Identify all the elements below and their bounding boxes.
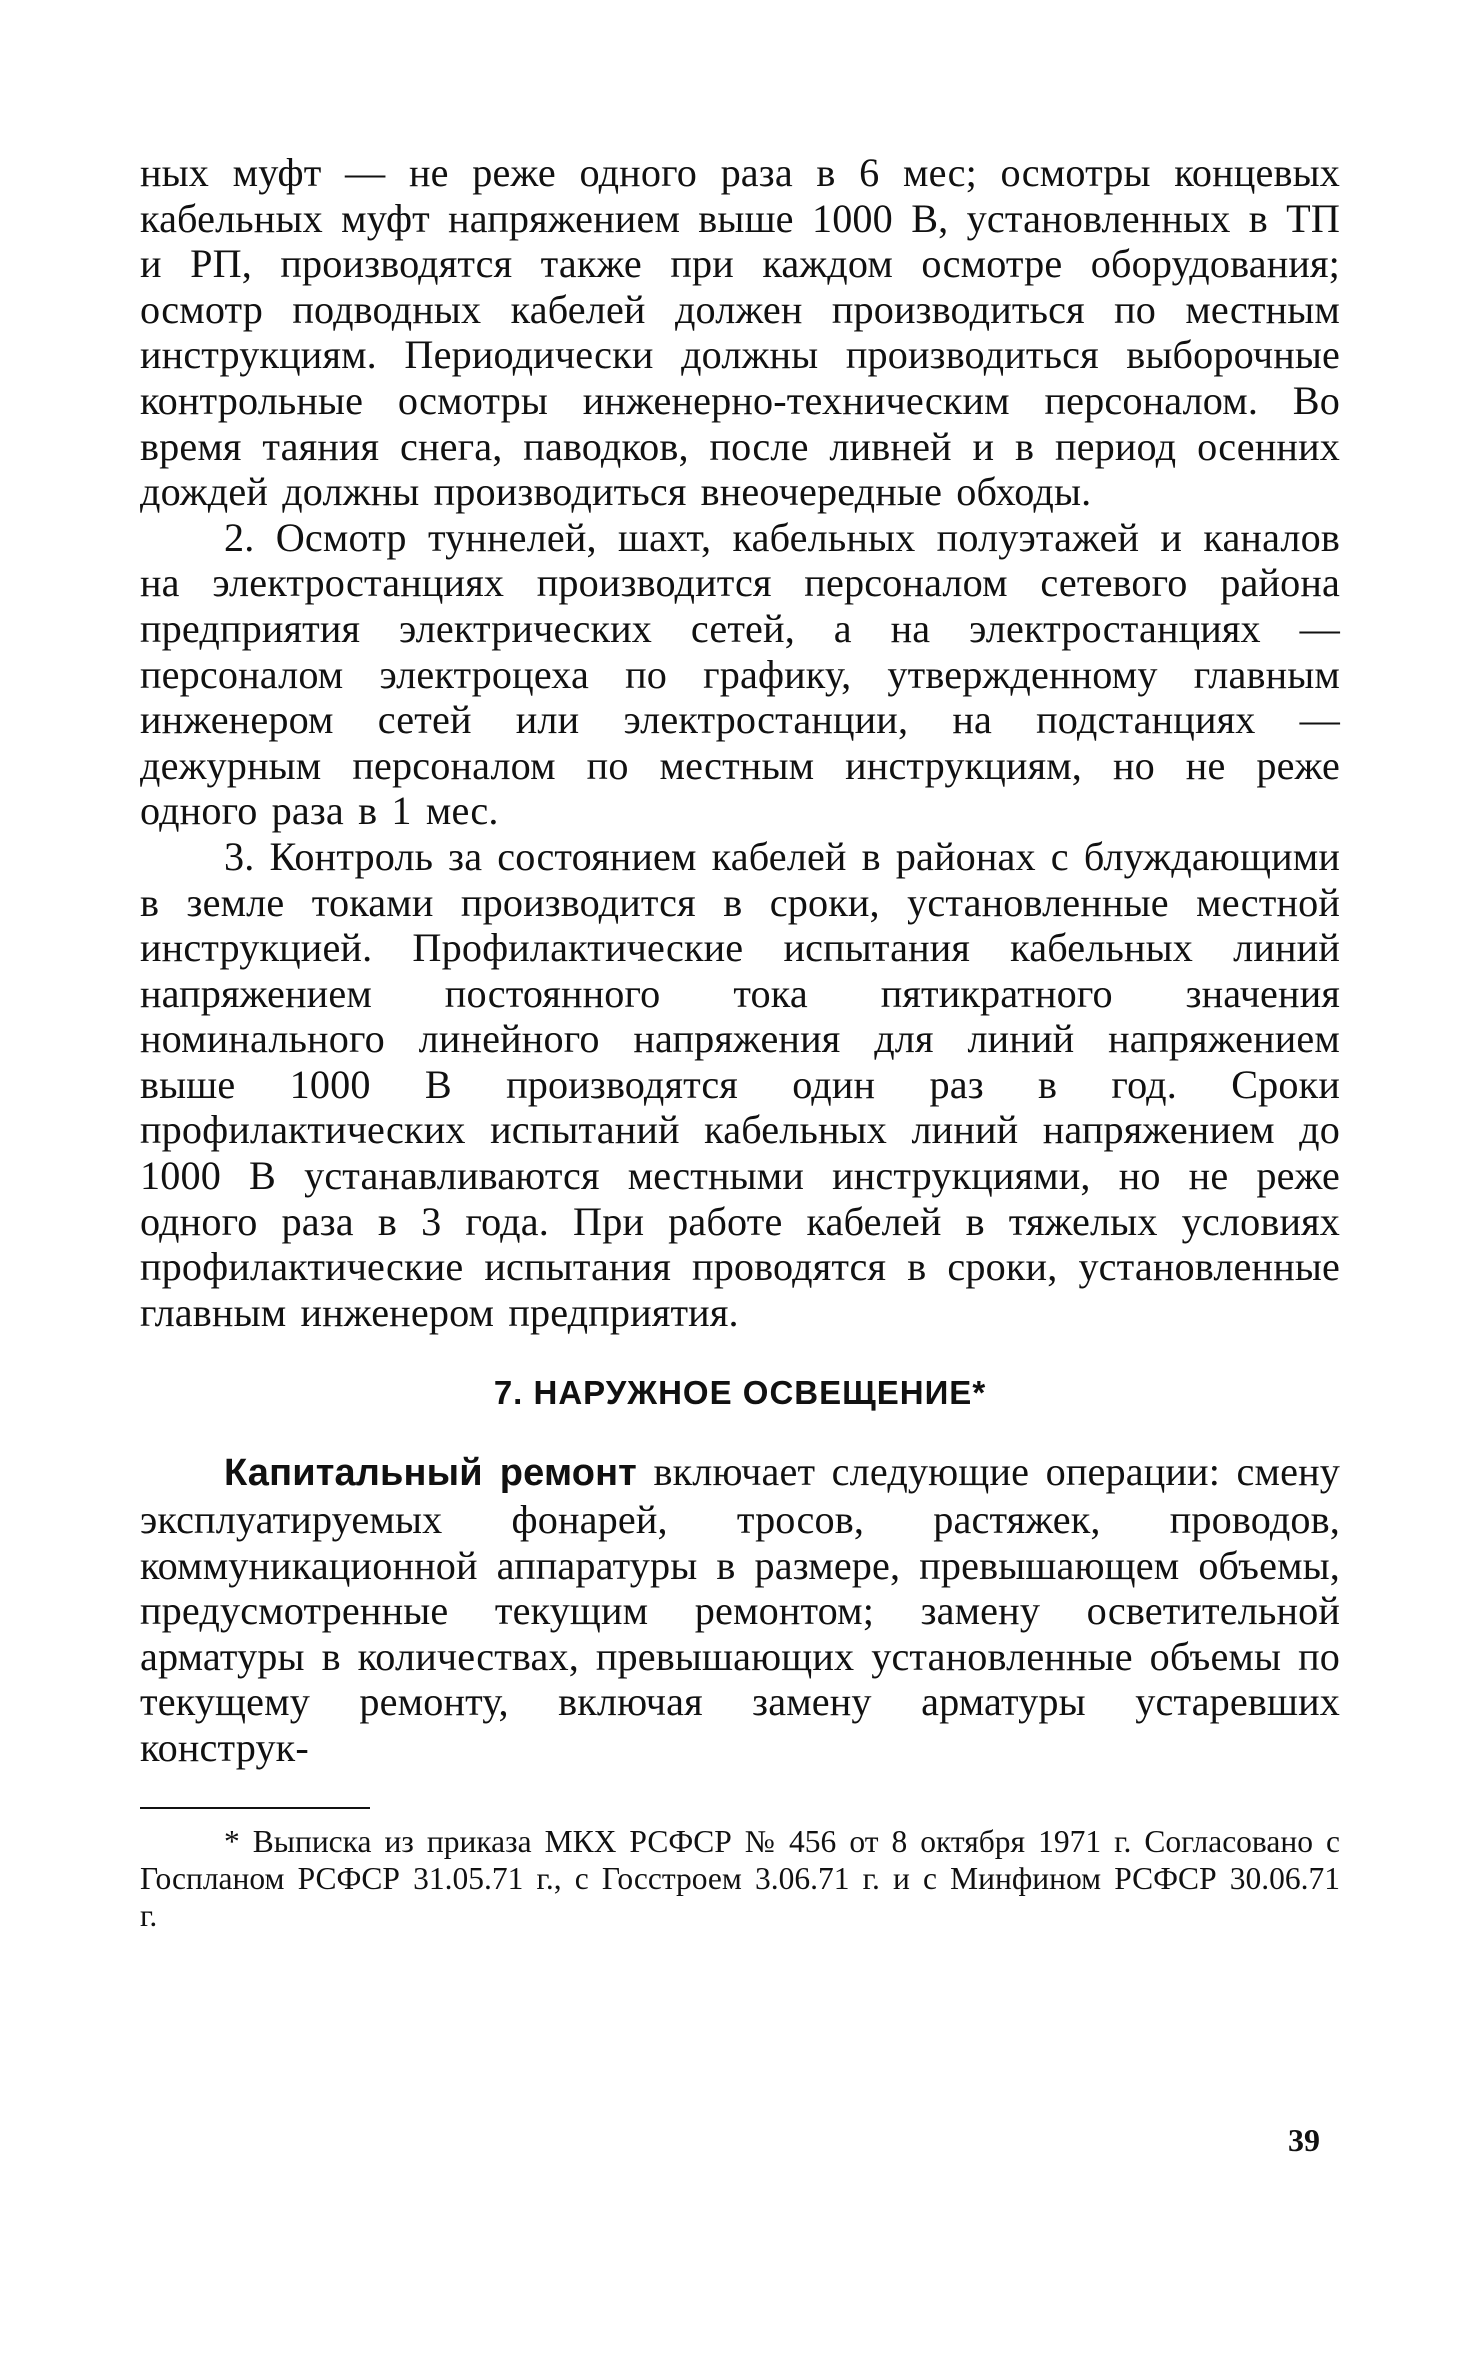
paragraph-continuation: ных муфт — не реже одного раза в 6 мес; осмотры концевых кабельных муфт напряжением выше 1000 В, установленных в ТП и РП, производятся также при каждом осмотре оборудования; осмотр подводных кабелей должен производиться по местным инструкциям. Периодически должны производиться выборочные контрольные осмотры инженерно-техническим персоналом. Во время таяния снега, паводков, после ливней и в период осенних дождей должны производиться внеочередные обходы.	[140, 150, 1340, 515]
footnote: * Выписка из приказа МКХ РСФСР № 456 от 8 октября 1971 г. Согласовано с Госпланом РСФСР 31.05.71 г., с Госстроем 3.06.71 г. и с Минфином РСФСР 30.06.71 г.	[140, 1823, 1340, 1933]
section-heading: 7. НАРУЖНОЕ ОСВЕЩЕНИЕ*	[493, 1374, 987, 1412]
footnote-divider	[140, 1807, 370, 1809]
lead-term: Капитальный ремонт	[224, 1452, 637, 1495]
page-content	[140, 150, 1340, 1934]
lead-text: включает следующие операции: смену эксплуатируемых фонарей, тросов, растяжек, проводов, коммуникационной аппаратуры в размере, превышающем объемы, предусмотренные текущим ремонтом; замену осветительной арматуры в количествах, превышающих установленные объемы по текущему ремонту, включая замену арматуры устаревших конструк-	[140, 1449, 1340, 1770]
paragraph-2: 2. Осмотр туннелей, шахт, кабельных полуэтажей и каналов на электростанциях производится персоналом сетевого района предприятия электрических сетей, а на электростанциях — персоналом электроцеха по графику, утвержденному главным инженером сетей или электростанции, на подстанциях — дежурным персоналом по местным инструкциям, но не реже одного раза в 1 мес.	[140, 514, 1340, 834]
paragraph-3: 3. Контроль за состоянием кабелей в районах с блуждающими в земле токами производится в сроки, установленные местной инструкцией. Профилактические испытания кабельных линий напряжением постоянного тока пятикратного значения номинального линейного напряжения для линий напряжением выше 1000 В производятся один раз в год. Сроки профилактических испытаний кабельных линий напряжением до 1000 В устанавливаются местными инструкциями, но не реже одного раза в 3 года. При работе кабелей в тяжелых условиях профилактические испытания проводятся в сроки, установленные главным инженером предприятия.	[140, 833, 1340, 1335]
page-number: 39	[1288, 2122, 1320, 2158]
section-paragraph	[140, 1449, 1340, 1770]
